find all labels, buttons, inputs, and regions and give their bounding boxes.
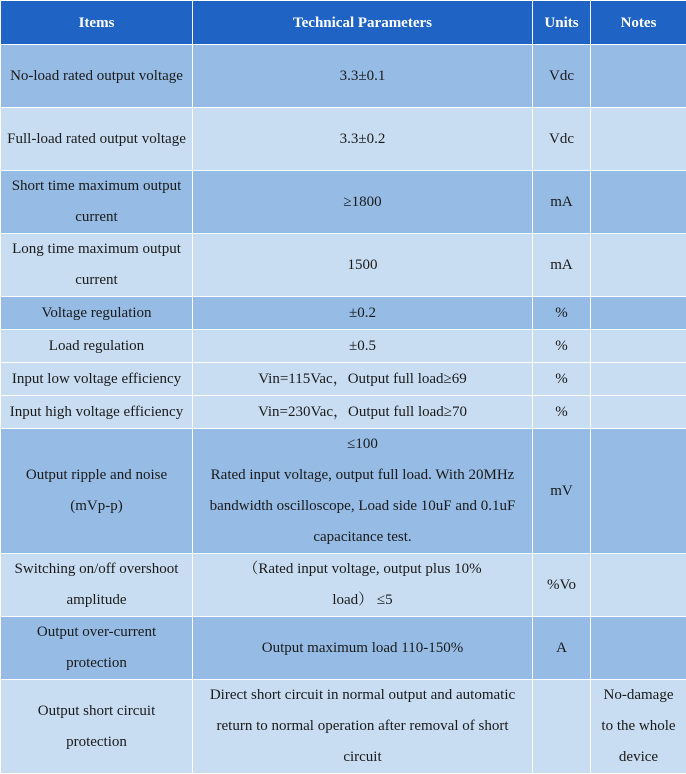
unit-cell: mV — [533, 429, 591, 554]
unit-cell: Vdc — [533, 108, 591, 171]
unit-cell — [533, 680, 591, 774]
param-cell: 1500 — [193, 234, 533, 297]
item-cell: Switching on/off overshoot amplitude — [1, 554, 193, 617]
table-row — [1, 45, 686, 108]
note-cell — [591, 330, 686, 363]
table-row — [1, 108, 686, 171]
header-notes: Notes — [591, 1, 686, 45]
param-cell: ≥1800 — [193, 171, 533, 234]
item-cell: Output over-current protection — [1, 617, 193, 680]
table-row — [1, 554, 686, 617]
unit-cell: mA — [533, 171, 591, 234]
header-units: Units — [533, 1, 591, 45]
param-limit: ≤100 — [199, 429, 526, 460]
item-cell: No-load rated output voltage — [1, 45, 193, 108]
item-cell: Voltage regulation — [1, 297, 193, 330]
unit-cell: % — [533, 330, 591, 363]
table-row — [1, 171, 686, 234]
table-row — [1, 363, 686, 396]
header-items: Items — [1, 1, 193, 45]
param-cell: ±0.2 — [193, 297, 533, 330]
header-technical-parameters: Technical Parameters — [193, 1, 533, 45]
table-row — [1, 429, 686, 554]
header-row — [1, 1, 686, 45]
note-cell — [591, 396, 686, 429]
param-cell: Output maximum load 110-150% — [193, 617, 533, 680]
param-cell: ±0.5 — [193, 330, 533, 363]
unit-cell: A — [533, 617, 591, 680]
table-row — [1, 617, 686, 680]
table-row — [1, 297, 686, 330]
table-row — [1, 234, 686, 297]
note-cell — [591, 554, 686, 617]
item-cell: Input high voltage efficiency — [1, 396, 193, 429]
unit-cell: %Vo — [533, 554, 591, 617]
unit-cell: Vdc — [533, 45, 591, 108]
note-cell — [591, 363, 686, 396]
note-cell — [591, 429, 686, 554]
param-cell: 3.3±0.2 — [193, 108, 533, 171]
note-cell — [591, 234, 686, 297]
param-cell: Vin=230Vac，Output full load≥70 — [193, 396, 533, 429]
note-cell: No-damage to the whole device — [591, 680, 686, 774]
item-cell: Output short circuit protection — [1, 680, 193, 774]
item-cell: Load regulation — [1, 330, 193, 363]
param-cell: Vin=115Vac，Output full load≥69 — [193, 363, 533, 396]
item-cell: Full-load rated output voltage — [1, 108, 193, 171]
note-cell — [591, 45, 686, 108]
note-cell — [591, 297, 686, 330]
param-condition: Rated input voltage, output full load. With 20MHz bandwidth oscilloscope, Load side 10uF and 0.1uF capacitance test. — [199, 460, 526, 553]
unit-cell: % — [533, 363, 591, 396]
param-cell: 3.3±0.1 — [193, 45, 533, 108]
unit-cell: % — [533, 396, 591, 429]
param-cell — [193, 429, 533, 554]
unit-cell: % — [533, 297, 591, 330]
table-row — [1, 330, 686, 363]
item-cell: Output ripple and noise (mVp-p) — [1, 429, 193, 554]
note-cell — [591, 171, 686, 234]
note-cell — [591, 617, 686, 680]
item-cell: Input low voltage efficiency — [1, 363, 193, 396]
table-row — [1, 396, 686, 429]
unit-cell: mA — [533, 234, 591, 297]
note-cell — [591, 108, 686, 171]
param-cell: Direct short circuit in normal output and automatic return to normal operation after removal of short circuit — [193, 680, 533, 774]
table-row — [1, 680, 686, 774]
item-cell: Long time maximum output current — [1, 234, 193, 297]
item-cell: Short time maximum output current — [1, 171, 193, 234]
param-cell: （Rated input voltage, output plus 10% load） ≤5 — [193, 554, 533, 617]
